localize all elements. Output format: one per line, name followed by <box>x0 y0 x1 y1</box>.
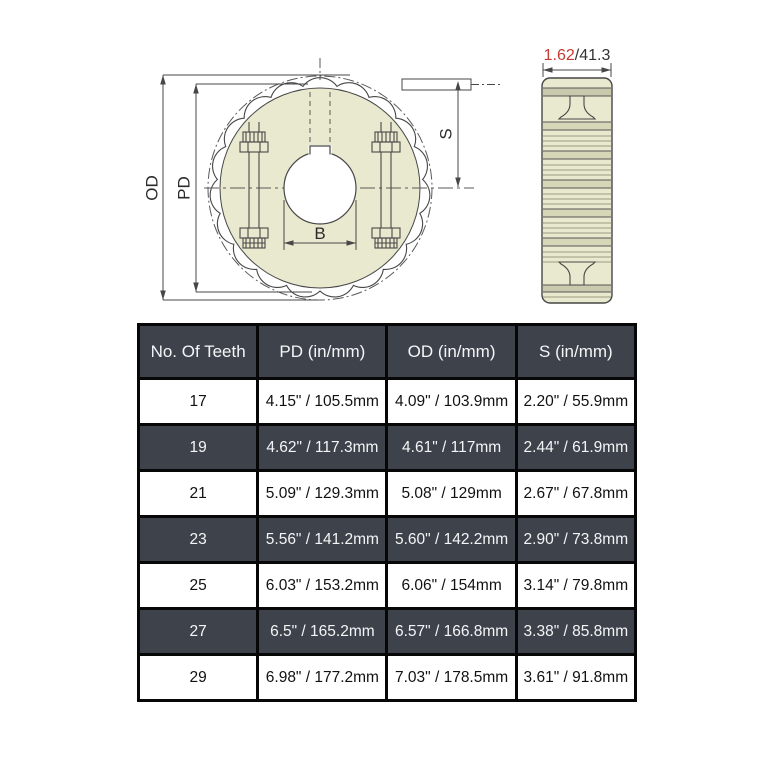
header-s: S (in/mm) <box>516 325 635 379</box>
header-teeth: No. Of Teeth <box>139 325 258 379</box>
table-cell: 7.03" / 178.5mm <box>387 655 516 701</box>
table-cell: 17 <box>139 379 258 425</box>
table-cell: 6.03" / 153.2mm <box>258 563 387 609</box>
table-row <box>139 379 636 425</box>
table-cell: 2.44" / 61.9mm <box>516 425 635 471</box>
table-cell: 5.56" / 141.2mm <box>258 517 387 563</box>
header-od: OD (in/mm) <box>387 325 516 379</box>
table-cell: 3.14" / 79.8mm <box>516 563 635 609</box>
header-row <box>139 325 636 379</box>
table-cell: 6.98" / 177.2mm <box>258 655 387 701</box>
table-cell: 25 <box>139 563 258 609</box>
sprocket-diagram <box>0 0 775 330</box>
s-dimension-label: S <box>436 128 456 140</box>
table-cell: 29 <box>139 655 258 701</box>
table-cell: 2.67" / 67.8mm <box>516 471 635 517</box>
od-dimension-label: OD <box>142 175 162 201</box>
table-cell: 2.20" / 55.9mm <box>516 379 635 425</box>
side-width-inches: 1.62 <box>543 47 575 64</box>
spec-table-body <box>139 379 636 701</box>
table-cell: 3.38" / 85.8mm <box>516 609 635 655</box>
spec-table-header <box>139 325 636 379</box>
table-cell: 2.90" / 73.8mm <box>516 517 635 563</box>
side-view <box>542 78 612 303</box>
table-cell: 5.08" / 129mm <box>387 471 516 517</box>
table-row <box>139 425 636 471</box>
table-cell: 21 <box>139 471 258 517</box>
table-cell: 4.09" / 103.9mm <box>387 379 516 425</box>
header-pd: PD (in/mm) <box>258 325 387 379</box>
bore-dimension-label: B <box>314 224 326 243</box>
table-cell: 6.57" / 166.8mm <box>387 609 516 655</box>
side-width-mm: /41.3 <box>574 47 611 64</box>
table-row <box>139 471 636 517</box>
table-cell: 27 <box>139 609 258 655</box>
table-cell: 6.06" / 154mm <box>387 563 516 609</box>
spec-table <box>137 323 637 702</box>
table-row <box>139 517 636 563</box>
table-cell: 4.62" / 117.3mm <box>258 425 387 471</box>
side-width-label <box>544 47 611 64</box>
front-view <box>204 58 474 300</box>
table-cell: 23 <box>139 517 258 563</box>
pd-dimension-label: PD <box>174 176 194 200</box>
table-cell: 4.15" / 105.5mm <box>258 379 387 425</box>
table-row <box>139 655 636 701</box>
table-cell: 6.5" / 165.2mm <box>258 609 387 655</box>
table-row <box>139 563 636 609</box>
table-cell: 5.09" / 129.3mm <box>258 471 387 517</box>
table-cell: 19 <box>139 425 258 471</box>
table-cell: 3.61" / 91.8mm <box>516 655 635 701</box>
table-row <box>139 609 636 655</box>
table-cell: 5.60" / 142.2mm <box>387 517 516 563</box>
table-cell: 4.61" / 117mm <box>387 425 516 471</box>
